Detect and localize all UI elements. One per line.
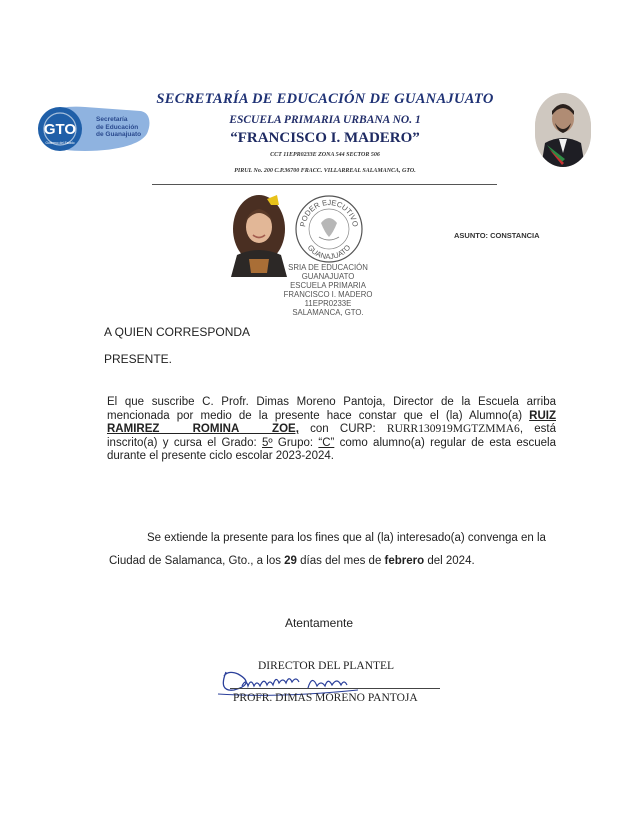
closing-part-3: del 2024.	[424, 555, 475, 567]
madero-portrait	[535, 93, 591, 167]
salutation-line-2: PRESENTE.	[104, 352, 173, 366]
curp-value: RURR130919MGTZMMA6	[386, 423, 520, 436]
logo-mark: GTO	[43, 121, 77, 138]
stamp-line-3: ESCUELA PRIMARIA	[290, 281, 366, 290]
student-name: RUIZ RAMIREZ ROMINA ZOE,	[107, 409, 556, 436]
body-rest: como alumno(a) regular de esta escuela durante el presente ciclo escolar 2023-2024.	[107, 436, 556, 463]
closing-day: 29	[284, 555, 297, 567]
grupo-value: “C”	[318, 436, 335, 449]
stamp-line-5: 11EPR0233E	[304, 299, 352, 308]
school-codes: CCT 11EPR0233E ZONA 544 SECTOR 506	[270, 152, 380, 158]
closing-paragraph	[109, 527, 559, 573]
stamp-line-2: GUANAJUATO	[301, 272, 355, 281]
asunto-label: ASUNTO: CONSTANCIA	[454, 231, 540, 240]
stamp-line-6: SALAMANCA, GTO.	[292, 308, 364, 317]
stamp-line-1: SRIA DE EDUCACIÓN	[288, 263, 368, 272]
logo-label	[96, 116, 141, 139]
grado-value: 5º	[261, 436, 273, 449]
stamp-line-4: FRANCISCO I. MADERO	[283, 290, 373, 299]
signatory-name: PROFR. DIMAS MORENO PANTOJA	[233, 692, 418, 704]
logo-line-2: de Educación	[96, 123, 139, 131]
signature-line	[230, 688, 440, 689]
logo-line-1: Secretaría	[96, 116, 128, 123]
closing-part-1: Se extiende la presente para los fines que al (la) interesado(a) convenga en la Ciudad de Salamanca, Gto., a los	[109, 532, 546, 567]
school-address: PIRUL No. 200 C.P.36700 FRACC. VILLARREAL SALAMANCA, GTO.	[234, 168, 416, 174]
school-type: ESCUELA PRIMARIA URBANA NO. 1	[229, 114, 421, 126]
grupo-label: Grupo:	[272, 436, 319, 449]
logo-line-3: de Guanajuato	[96, 131, 142, 138]
school-stamp	[268, 263, 388, 317]
body-mid: , está inscrito(a) y cursa el Grado:	[107, 423, 556, 449]
secretaria-title: SECRETARÍA DE EDUCACIÓN DE GUANAJUATO	[156, 91, 494, 107]
salutation-line-1: A QUIEN CORRESPONDA	[104, 325, 251, 339]
school-name: “FRANCISCO I. MADERO”	[230, 130, 420, 146]
closing-part-2: días del mes de	[296, 555, 385, 567]
body-paragraph	[107, 396, 556, 464]
closing-month: febrero	[384, 555, 425, 567]
body-intro: El que suscribe C. Profr. Dimas Moreno Pantoja, Director de la Escuela arriba mencionada por medio de la presente hace constar que el (la) Alumno(a)	[107, 396, 556, 422]
atentamente: Atentamente	[284, 616, 354, 630]
logo-tagline: Gobierno del Estado	[45, 141, 75, 145]
signatory-title: DIRECTOR DEL PLANTEL	[258, 660, 395, 672]
seal-top-text: PODER EJECUTIVO	[298, 197, 360, 228]
curp-label: con CURP:	[298, 423, 387, 436]
seal-bottom-text: GUANAJUATO	[305, 243, 353, 262]
official-seal	[293, 193, 365, 265]
header-divider	[152, 184, 497, 185]
